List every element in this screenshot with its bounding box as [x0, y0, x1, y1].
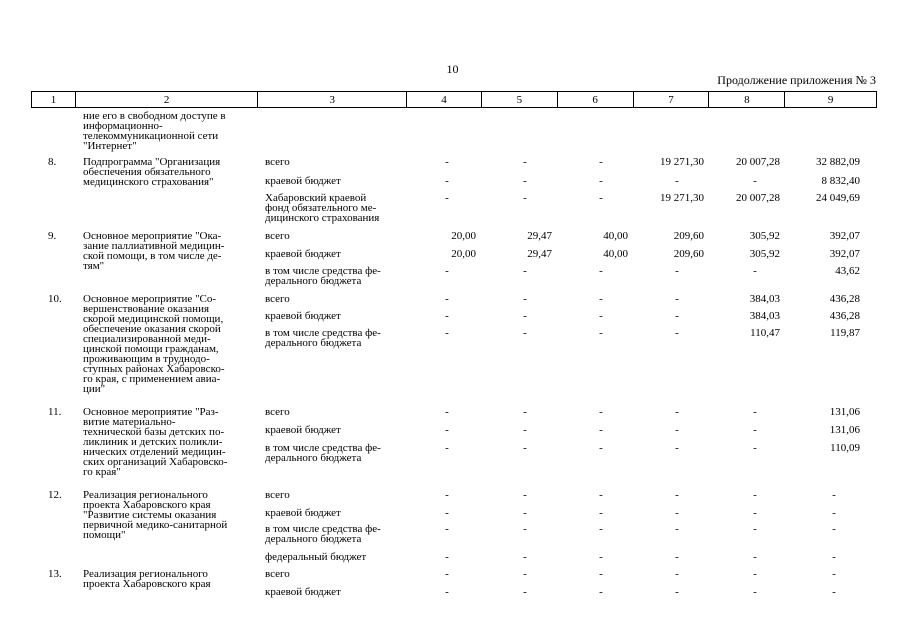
table-cell: -: [675, 442, 679, 454]
funding-source-label: краевой бюджет: [265, 507, 341, 519]
table-cell: -: [832, 551, 836, 563]
funding-source-label: всего: [265, 293, 290, 305]
table-header-row: [31, 91, 877, 108]
funding-source-label: всего: [265, 489, 290, 501]
table-cell: -: [523, 586, 527, 598]
table-cell: 131,06: [829, 406, 860, 418]
table-cell: -: [445, 586, 449, 598]
row-number: 8.: [48, 156, 57, 168]
table-cell: -: [599, 192, 603, 204]
table-cell: 8 832,40: [821, 175, 860, 187]
funding-source-label: Хабаровский краевой фонд обязательного ме- дицинского страхования: [265, 192, 380, 224]
table-cell: -: [753, 551, 757, 563]
table-cell: 40,00: [603, 230, 628, 242]
table-cell: 19 271,30: [660, 156, 704, 168]
table-cell: -: [753, 406, 757, 418]
table-cell: -: [599, 293, 603, 305]
table-cell: -: [599, 442, 603, 454]
table-cell: -: [523, 406, 527, 418]
table-cell: 29,47: [527, 230, 552, 242]
funding-source-label: всего: [265, 406, 290, 418]
column-header-8: 8: [709, 92, 785, 107]
table-cell: -: [753, 507, 757, 519]
table-cell: -: [832, 586, 836, 598]
funding-source-label: краевой бюджет: [265, 586, 341, 598]
table-cell: -: [675, 293, 679, 305]
table-cell: -: [445, 406, 449, 418]
table-cell: 40,00: [603, 248, 628, 260]
table-cell: -: [523, 265, 527, 277]
table-cell: -: [675, 310, 679, 322]
table-cell: 384,03: [749, 310, 780, 322]
table-cell: -: [445, 175, 449, 187]
table-cell: -: [445, 310, 449, 322]
funding-source-label: всего: [265, 156, 290, 168]
table-cell: -: [832, 507, 836, 519]
table-cell: -: [753, 424, 757, 436]
table-cell: -: [675, 327, 679, 339]
column-header-2: 2: [76, 92, 259, 107]
table-cell: 209,60: [673, 230, 704, 242]
table-cell: 436,28: [829, 310, 860, 322]
table-cell: -: [599, 175, 603, 187]
row-number: 13.: [48, 568, 62, 580]
table-cell: -: [675, 523, 679, 535]
table-cell: -: [599, 327, 603, 339]
table-cell: -: [445, 489, 449, 501]
table-cell: -: [753, 489, 757, 501]
table-cell: 119,87: [830, 327, 860, 339]
table-cell: -: [445, 507, 449, 519]
table-cell: -: [445, 327, 449, 339]
column-header-1: 1: [32, 92, 76, 107]
column-header-3: 3: [258, 92, 407, 107]
table-cell: 29,47: [527, 248, 552, 260]
table-cell: -: [599, 156, 603, 168]
table-cell: -: [753, 568, 757, 580]
table-cell: -: [445, 192, 449, 204]
table-cell: -: [523, 551, 527, 563]
table-cell: -: [753, 265, 757, 277]
table-cell: -: [675, 568, 679, 580]
table-cell: -: [599, 424, 603, 436]
column-header-4: 4: [407, 92, 482, 107]
table-cell: -: [523, 424, 527, 436]
row-number: 11.: [48, 406, 62, 418]
table-cell: 20,00: [451, 248, 476, 260]
table-cell: 43,62: [835, 265, 860, 277]
row-name: Реализация регионального проекта Хабаровского края: [83, 568, 211, 590]
table-cell: -: [675, 265, 679, 277]
table-cell: 392,07: [829, 230, 860, 242]
column-header-7: 7: [634, 92, 710, 107]
table-cell: -: [675, 507, 679, 519]
continuation-text: ние его в свободном доступе в информационно- телекоммуникационной сети "Интернет": [83, 110, 226, 152]
table-cell: 20,00: [451, 230, 476, 242]
table-cell: 131,06: [829, 424, 860, 436]
table-cell: -: [523, 310, 527, 322]
table-cell: -: [832, 489, 836, 501]
table-cell: -: [675, 551, 679, 563]
table-cell: -: [445, 551, 449, 563]
table-cell: -: [675, 586, 679, 598]
table-cell: -: [599, 310, 603, 322]
column-header-9: 9: [827, 93, 834, 106]
table-cell: -: [445, 156, 449, 168]
table-cell: -: [523, 192, 527, 204]
table-cell: -: [445, 442, 449, 454]
table-cell: 19 271,30: [660, 192, 704, 204]
table-cell: -: [599, 551, 603, 563]
funding-source-label: в том числе средства фе- дерального бюджета: [265, 523, 381, 545]
table-cell: -: [753, 523, 757, 535]
table-cell: -: [445, 424, 449, 436]
funding-source-label: краевой бюджет: [265, 175, 341, 187]
table-cell: -: [599, 489, 603, 501]
table-cell: -: [523, 507, 527, 519]
funding-source-label: в том числе средства фе- дерального бюджета: [265, 442, 381, 464]
row-name: Основное мероприятие "Раз- витие материально- технической базы детских по- ликлиник и детских поликли- нических отделений медицин- ских организаций Хабаровско- го края": [83, 406, 228, 478]
table-cell: -: [599, 507, 603, 519]
table-cell: -: [599, 568, 603, 580]
table-cell: 436,28: [829, 293, 860, 305]
row-name: Подпрограмма "Организация обеспечения обязательного медицинского страхования": [83, 156, 221, 188]
row-name: Реализация регионального проекта Хабаровского края "Развитие системы оказания первичной медико-санитарной помощи": [83, 489, 228, 541]
table-cell: -: [599, 586, 603, 598]
table-cell: -: [675, 406, 679, 418]
table-cell: -: [445, 568, 449, 580]
funding-source-label: в том числе средства фе- дерального бюджета: [265, 327, 381, 349]
table-cell: -: [675, 424, 679, 436]
page-number: 10: [446, 62, 459, 76]
row-name: Основное мероприятие "Ока- зание паллиативной медицин- ской помощи, в том числе де- тям": [83, 230, 225, 272]
column-header-6: 6: [558, 92, 634, 107]
table-cell: 384,03: [749, 293, 780, 305]
table-cell: -: [832, 568, 836, 580]
table-cell: 20 007,28: [736, 156, 780, 168]
column-header-5: 5: [482, 92, 558, 107]
row-number: 10.: [48, 293, 62, 305]
funding-source-label: краевой бюджет: [265, 248, 341, 260]
table-cell: -: [523, 568, 527, 580]
table-cell: 24 049,69: [816, 192, 860, 204]
table-cell: -: [523, 175, 527, 187]
table-cell: -: [523, 489, 527, 501]
row-number: 9.: [48, 230, 57, 242]
table-cell: -: [599, 523, 603, 535]
funding-source-label: в том числе средства фе- дерального бюджета: [265, 265, 381, 287]
table-cell: -: [523, 156, 527, 168]
table-cell: -: [445, 523, 449, 535]
table-cell: 110,47: [750, 327, 780, 339]
table-cell: 305,92: [749, 248, 780, 260]
table-cell: -: [523, 327, 527, 339]
table-cell: -: [445, 265, 449, 277]
table-cell: -: [523, 293, 527, 305]
funding-source-label: федеральный бюджет: [265, 551, 367, 563]
table-cell: -: [445, 293, 449, 305]
table-cell: -: [675, 489, 679, 501]
table-cell: -: [599, 406, 603, 418]
table-cell: -: [753, 442, 757, 454]
funding-source-label: всего: [265, 230, 290, 242]
appendix-title: Продолжение приложения № 3: [717, 73, 876, 87]
row-name: Основное мероприятие "Со- вершенствование оказания скорой медицинской помощи, обеспечение оказания скорой специализированной меди- цинской помощи гражданам, проживающим в труднодо- ступных районах Хабаровско- го края, с применением авиа- ции": [83, 293, 225, 395]
table-cell: 209,60: [673, 248, 704, 260]
table-cell: -: [675, 175, 679, 187]
table-cell: -: [599, 265, 603, 277]
table-cell: 392,07: [829, 248, 860, 260]
funding-source-label: краевой бюджет: [265, 310, 341, 322]
table-cell: -: [753, 175, 757, 187]
funding-source-label: всего: [265, 568, 290, 580]
row-number: 12.: [48, 489, 62, 501]
table-cell: -: [753, 586, 757, 598]
table-cell: -: [832, 523, 836, 535]
table-cell: 20 007,28: [736, 192, 780, 204]
table-cell: -: [523, 523, 527, 535]
table-cell: 110,09: [830, 442, 860, 454]
table-cell: 32 882,09: [816, 156, 860, 168]
funding-source-label: краевой бюджет: [265, 424, 341, 436]
table-cell: 305,92: [749, 230, 780, 242]
table-cell: -: [523, 442, 527, 454]
